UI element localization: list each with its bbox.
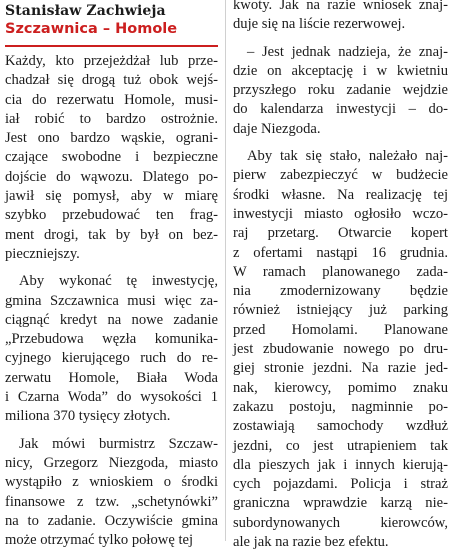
right-column [233,0,448,560]
left-column [5,52,218,558]
text-line: duje się na liście rezerwowej. [233,16,406,33]
headline-underline [5,45,218,47]
text-line: subordynowanych kierowców, [233,514,448,531]
text-line: i Czarna Woda” do wysokości 1 [5,389,218,406]
text-line: do kalendarza inwestycji – do- [233,101,448,118]
text-line: Aby tak się stało, należało naj- [247,148,448,165]
text-line: przed Homolami. Planowane [233,321,448,338]
article-paragraph [5,272,218,426]
text-line: Jak mówi burmistrz Szczaw- [19,435,218,452]
text-line: Aby wykonać tę inwestycję, [19,273,218,290]
text-line: zakazu postoju, nagminnie po- [233,398,448,415]
text-line: cia do rezerwatu Homole, musi- [5,91,218,108]
text-line: finansowe z tzw. „schetynówki” [5,493,218,510]
article-paragraph [233,43,448,139]
text-line: dla pieszych jak i innych kierują- [233,456,448,473]
article-paragraph [5,52,218,264]
text-line: dzie on akceptację i w kwietniu [233,62,448,79]
text-line: nak, kierowcy, pomimo znaku [233,379,448,396]
text-line: nia zmodernizowany będzie [233,283,448,300]
text-line: nicy, Grzegorz Niezgoda, miasto [5,454,218,471]
text-line: przyszłego roku zadanie wejdzie [233,82,448,99]
text-line: chadzał się drogą tuż obok wejś- [5,72,218,89]
text-line: ciągnąć kredyt na nowe zadanie [5,311,218,328]
text-line: daje Niezgoda. [233,120,321,137]
text-line: na to zadanie. Oczywiście gmina [5,512,218,529]
text-line: czające swobodne i bezpieczne [5,149,218,166]
text-line: Każdy, kto przejeżdżał lub prze- [5,53,218,69]
text-line: pieczniejszy. [5,245,80,262]
text-line: zostawiają samochody wzdłuż [233,418,448,435]
text-line: graniczna wprawdzie karzą nie- [233,495,448,512]
article-paragraph [233,0,448,35]
text-line: inwestycji miasto ogłosiło wczo- [233,205,448,222]
author-name: Stanisław Zachwieja [5,3,166,19]
text-line: pierw zabezpieczyć w budżecie [233,167,448,184]
article-paragraph [5,435,218,551]
text-line: jawił się pomysł, aby w miarę [5,188,218,205]
text-line: cych pojazdami. Policja i straż [233,476,448,493]
text-line: miliona 370 tysięcy złotych. [5,408,171,425]
text-line: Jest ono bardzo wąskie, ograni- [5,130,218,147]
text-line: – Jest jednak nadzieja, że znaj- [247,43,448,60]
text-line: W ramach planowanego zada- [233,263,448,280]
text-line: środki własne. Na realizację tej [233,186,448,203]
text-line: ale jak na razie bez efektu. [233,534,389,551]
text-line: zerwatu Homole, Biała Woda [5,369,218,386]
text-line: gmina Szczawnica musi więc za- [5,292,218,309]
article-headline: Szczawnica – Homole [5,21,178,37]
text-line: giej stronie jezdni. Na razie jed- [233,360,448,377]
text-line: ment drogi, tak by był on bez- [5,226,218,243]
text-line: wystąpiło z wnioskiem o środki [5,474,218,491]
article-header [5,2,218,47]
text-line: dojście do wąwozu. Dlatego po- [5,168,218,185]
text-line: kwoty. Jak na razie wniosek znaj- [233,0,448,13]
text-line: może otrzymać tylko połowę tej [5,532,194,549]
text-line: raj przetarg. Otwarcie kopert [233,225,448,242]
text-line: szybko przebudować ten frag- [5,207,218,224]
column-divider [225,0,226,541]
text-line: cyjnego kierującego ruch do re- [5,350,218,367]
text-line: z ofertami nastąpi 16 grudnia. [233,244,448,261]
text-line: jezdni, co jest utrapieniem tak [233,437,448,454]
text-line: jest zbudowanie nowego po dru- [233,341,448,358]
text-line: również istniejący już parking [233,302,448,319]
article-paragraph [233,147,448,552]
text-line: iał robić to bardzo ostrożnie. [5,110,218,127]
text-line: „Przebudowa węzła komunika- [5,331,218,348]
